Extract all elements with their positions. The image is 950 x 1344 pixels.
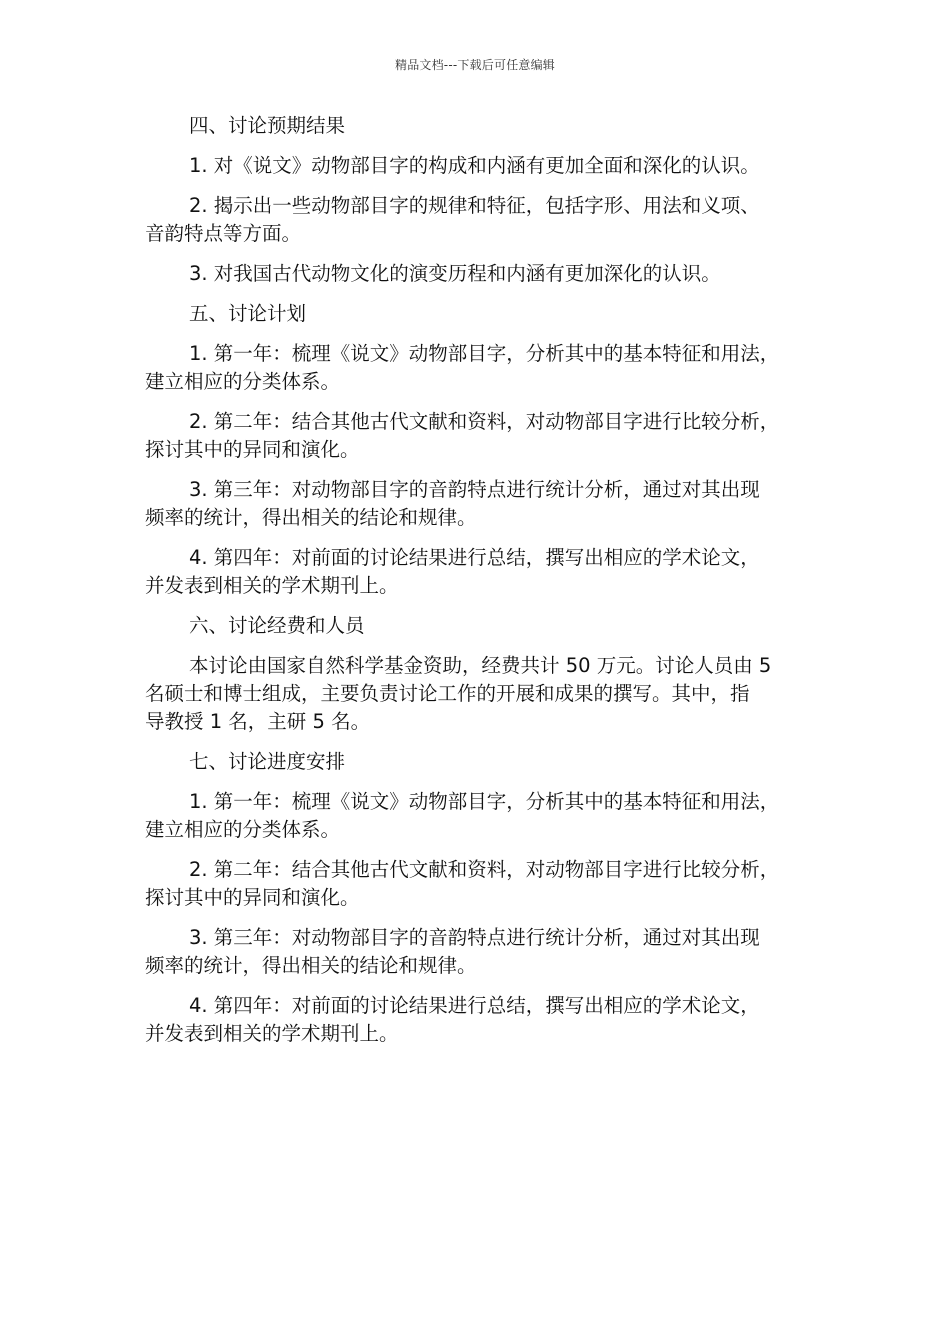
section-heading-plan: 五、讨论计划 [189,302,307,325]
page-header: 精品文档---下载后可任意编辑 [395,58,555,72]
document-body [145,112,810,1060]
paragraph-schedule-1-continued: 建立相应的分类体系。 [145,818,341,841]
paragraph-schedule-3-continued: 频率的统计，得出相关的结论和规律。 [145,954,477,977]
paragraph-plan-3: 3. 第三年：对动物部目字的音韵特点进行统计分析，通过对其出现 [189,478,760,501]
paragraph-schedule-4-continued: 并发表到相关的学术期刊上。 [145,1022,399,1045]
section-heading-schedule: 七、讨论进度安排 [189,750,346,773]
paragraph-funding-continued: 名硕士和博士组成，主要负责讨论工作的开展和成果的撰写。其中，指 [145,682,750,705]
paragraph-schedule-2: 2. 第二年：结合其他古代文献和资料，对动物部目字进行比较分析， [189,858,780,881]
paragraph-plan-4-continued: 并发表到相关的学术期刊上。 [145,574,399,597]
paragraph-plan-2: 2. 第二年：结合其他古代文献和资料，对动物部目字进行比较分析， [189,410,780,433]
paragraph-plan-1: 1. 第一年：梳理《说文》动物部目字，分析其中的基本特征和用法， [189,342,780,365]
paragraph-plan-4: 4. 第四年：对前面的讨论结果进行总结，撰写出相应的学术论文， [189,546,760,569]
paragraph-expected-result-2-continued: 音韵特点等方面。 [145,222,302,245]
paragraph-schedule-4: 4. 第四年：对前面的讨论结果进行总结，撰写出相应的学术论文， [189,994,760,1017]
paragraph-funding: 本讨论由国家自然科学基金资助，经费共计 50 万元。讨论人员由 5 [189,654,772,677]
paragraph-plan-2-continued: 探讨其中的异同和演化。 [145,438,360,461]
line-text: 2. 揭示出一些动物部目字的规律和特征，包括字形、用法和义项、 [189,194,760,217]
paragraph-schedule-2-continued: 探讨其中的异同和演化。 [145,886,360,909]
section-heading-expected-results: 四、讨论预期结果 [189,114,346,137]
section-heading-funding-personnel: 六、讨论经费和人员 [189,614,365,637]
paragraph-expected-result-1: 1. 对《说文》动物部目字的构成和内涵有更加全面和深化的认识。 [189,154,760,177]
paragraph-plan-3-continued: 频率的统计，得出相关的结论和规律。 [145,506,477,529]
paragraph-expected-result-3: 3. 对我国古代动物文化的演变历程和内涵有更加深化的认识。 [189,262,721,285]
paragraph-schedule-3: 3. 第三年：对动物部目字的音韵特点进行统计分析，通过对其出现 [189,926,760,949]
paragraph-schedule-1: 1. 第一年：梳理《说文》动物部目字，分析其中的基本特征和用法， [189,790,780,813]
paragraph-plan-1-continued: 建立相应的分类体系。 [145,370,341,393]
paragraph-funding-continued-2: 导教授 1 名，主研 5 名。 [145,710,371,733]
paragraph-expected-result-2 [145,192,810,220]
